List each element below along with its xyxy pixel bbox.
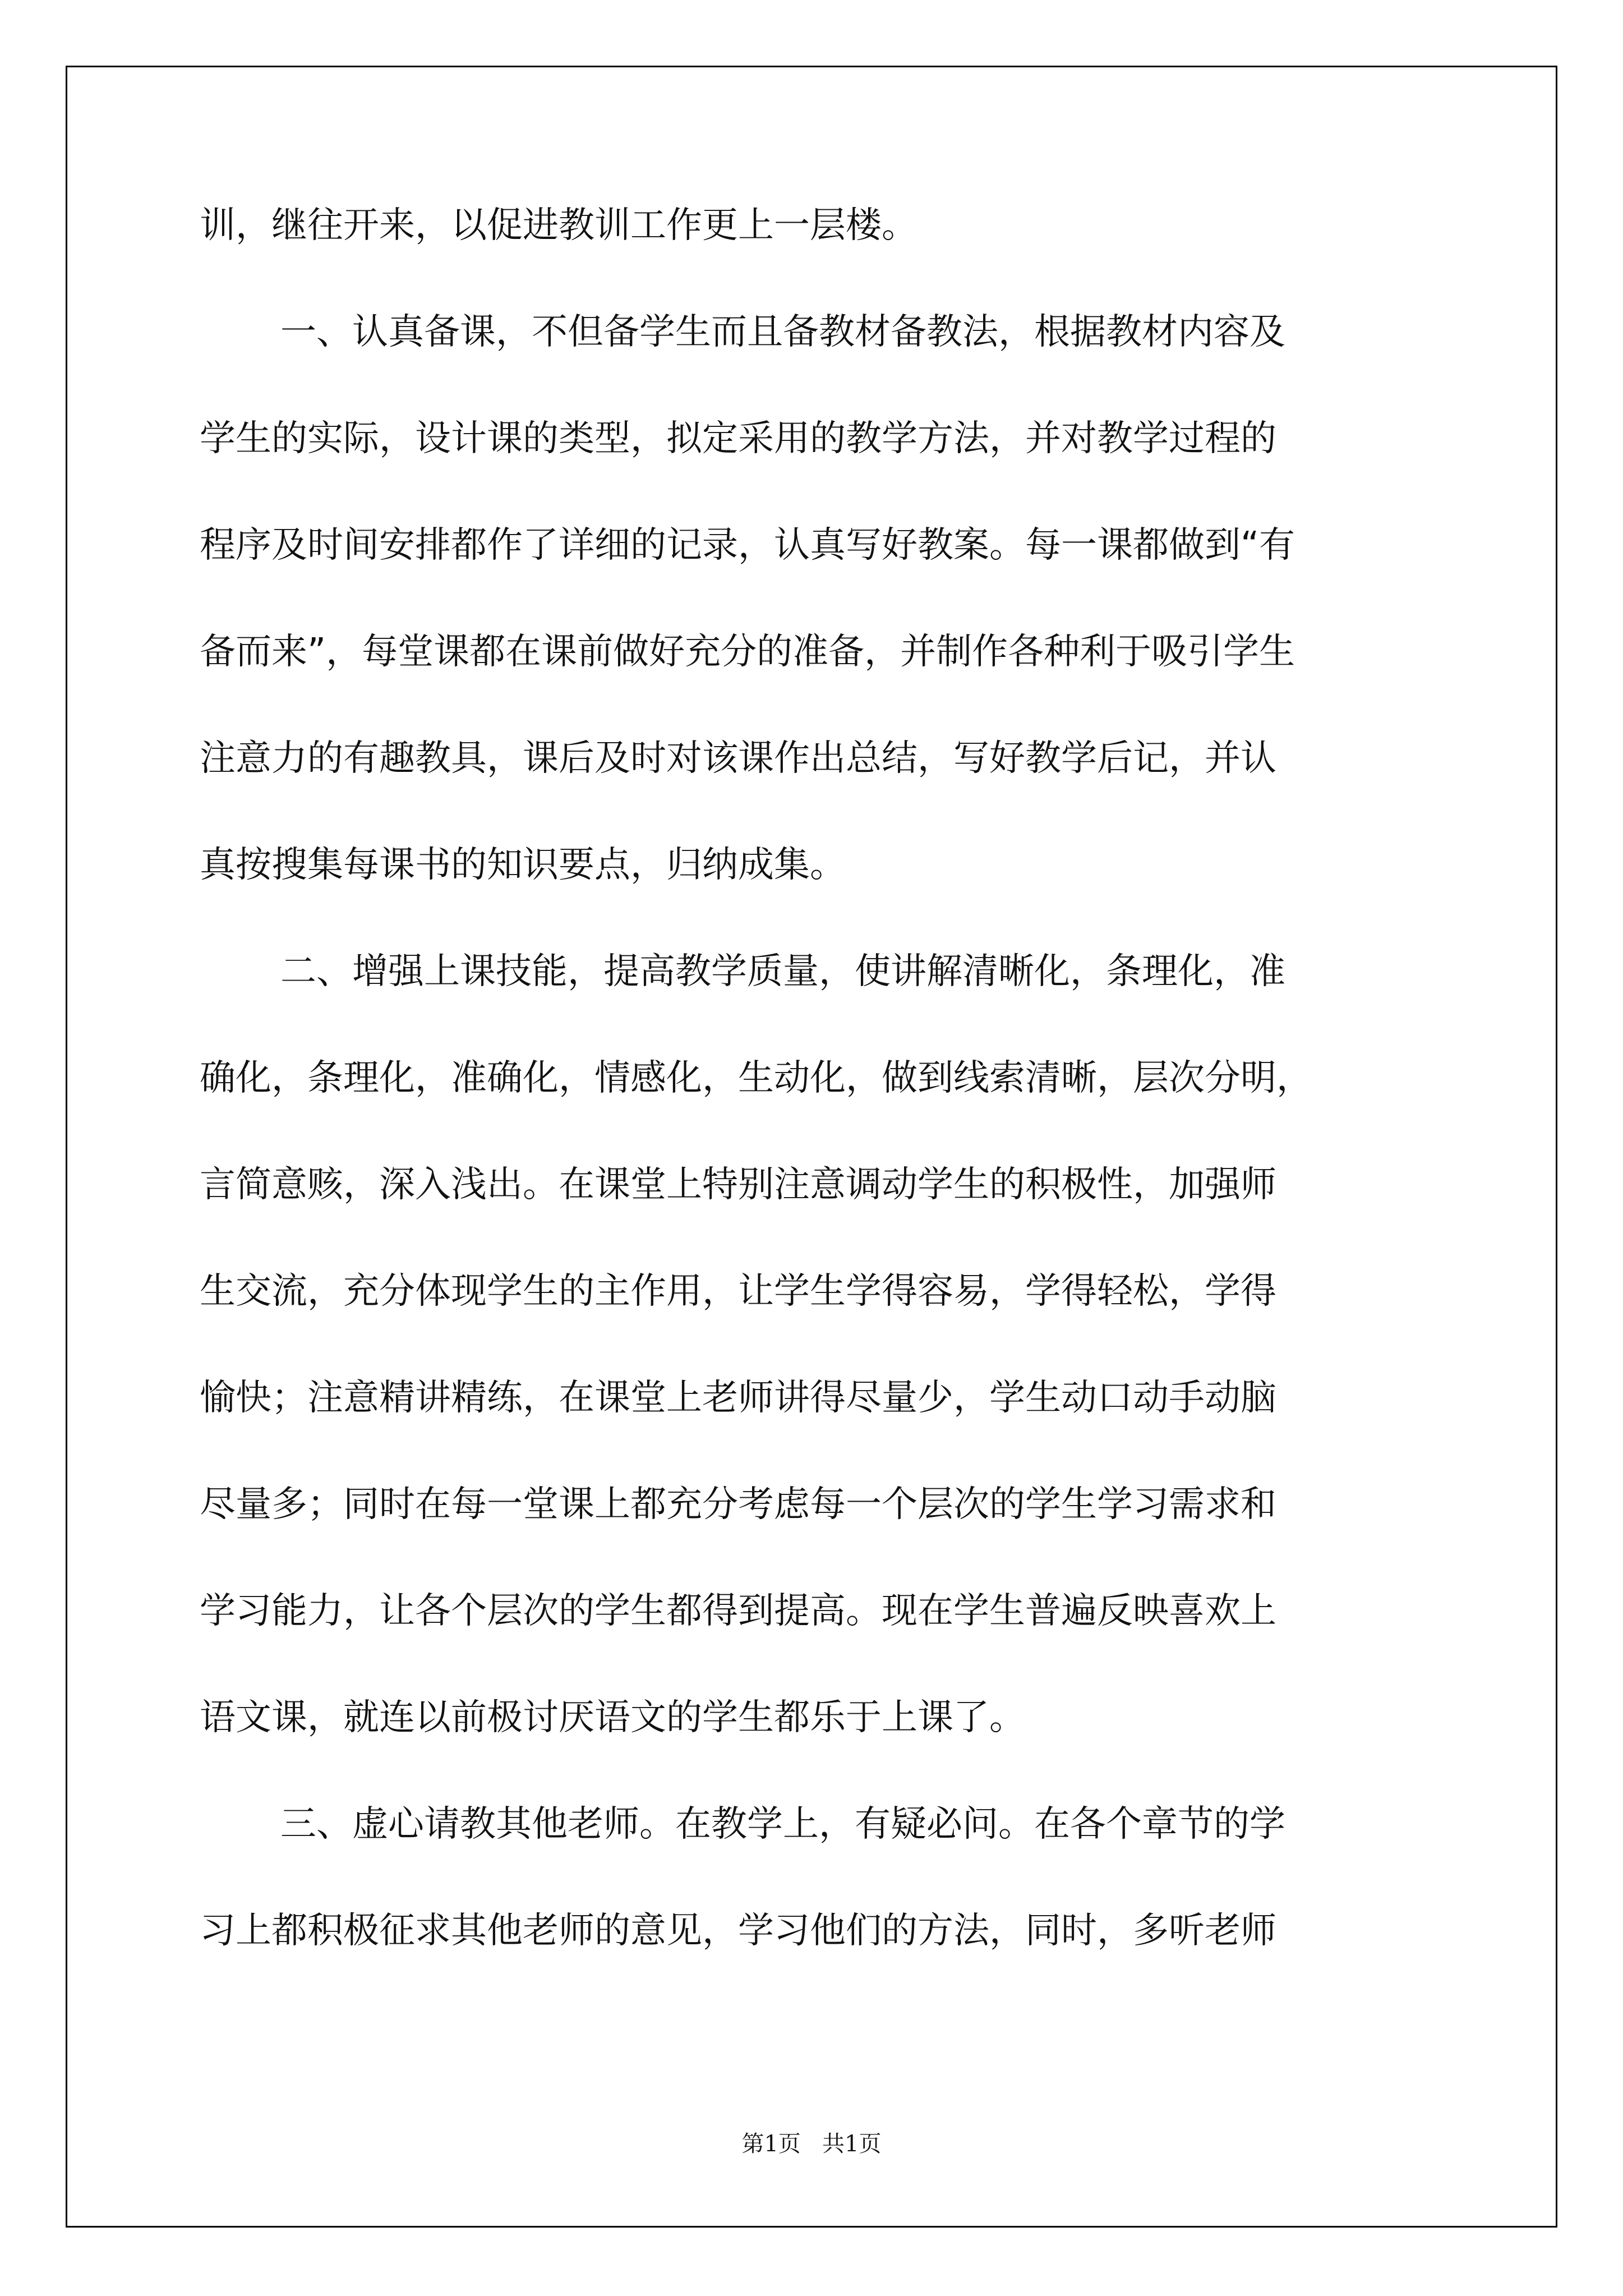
text-line: 愉快；注意精讲精练，在课堂上老师讲得尽量少，学生动口动手动脑 (200, 1377, 1276, 1419)
text-line: 学习能力，让各个层次的学生都得到提高。现在学生普遍反映喜欢上 (200, 1590, 1276, 1632)
text-line: 语文课，就连以前极讨厌语文的学生都乐于上课了。 (200, 1697, 1025, 1738)
text-line: 二、增强上课技能，提高教学质量，使讲解清晰化，条理化，准 (280, 951, 1285, 992)
text-line: 注意力的有趣教具，课后及时对该课作出总结，写好教学后记，并认 (200, 738, 1276, 779)
text-line: 备而来”，每堂课都在课前做好充分的准备，并制作各种利于吸引学生 (200, 631, 1295, 673)
text-line: 一、认真备课，不但备学生而且备教材备教法，根据教材内容及 (280, 311, 1285, 353)
text-line: 学生的实际，设计课的类型，拟定采用的教学方法，并对教学过程的 (200, 418, 1276, 459)
text-line: 生交流，充分体现学生的主作用，让学生学得容易，学得轻松，学得 (200, 1271, 1276, 1312)
text-line: 真按搜集每课书的知识要点，归纳成集。 (200, 844, 846, 886)
text-line: 习上都积极征求其他老师的意见，学习他们的方法，同时，多听老师 (200, 1910, 1276, 1952)
text-line: 三、虚心请教其他老师。在教学上，有疑必问。在各个章节的学 (280, 1803, 1285, 1845)
text-line: 训，继往开来，以促进教训工作更上一层楼。 (200, 205, 917, 246)
text-line: 尽量多；同时在每一堂课上都充分考虑每一个层次的学生学习需求和 (200, 1484, 1276, 1525)
text-line: 言简意赅，深入浅出。在课堂上特别注意调动学生的积极性，加强师 (200, 1164, 1276, 1205)
page-border (66, 66, 1557, 2228)
text-line: 确化，条理化，准确化，情感化，生动化，做到线索清晰，层次分明， (200, 1057, 1312, 1099)
text-line: 程序及时间安排都作了详细的记录，认真写好教案。每一课都做到“有 (200, 524, 1295, 566)
page-number-footer: 第1页 共1页 (741, 2131, 882, 2157)
